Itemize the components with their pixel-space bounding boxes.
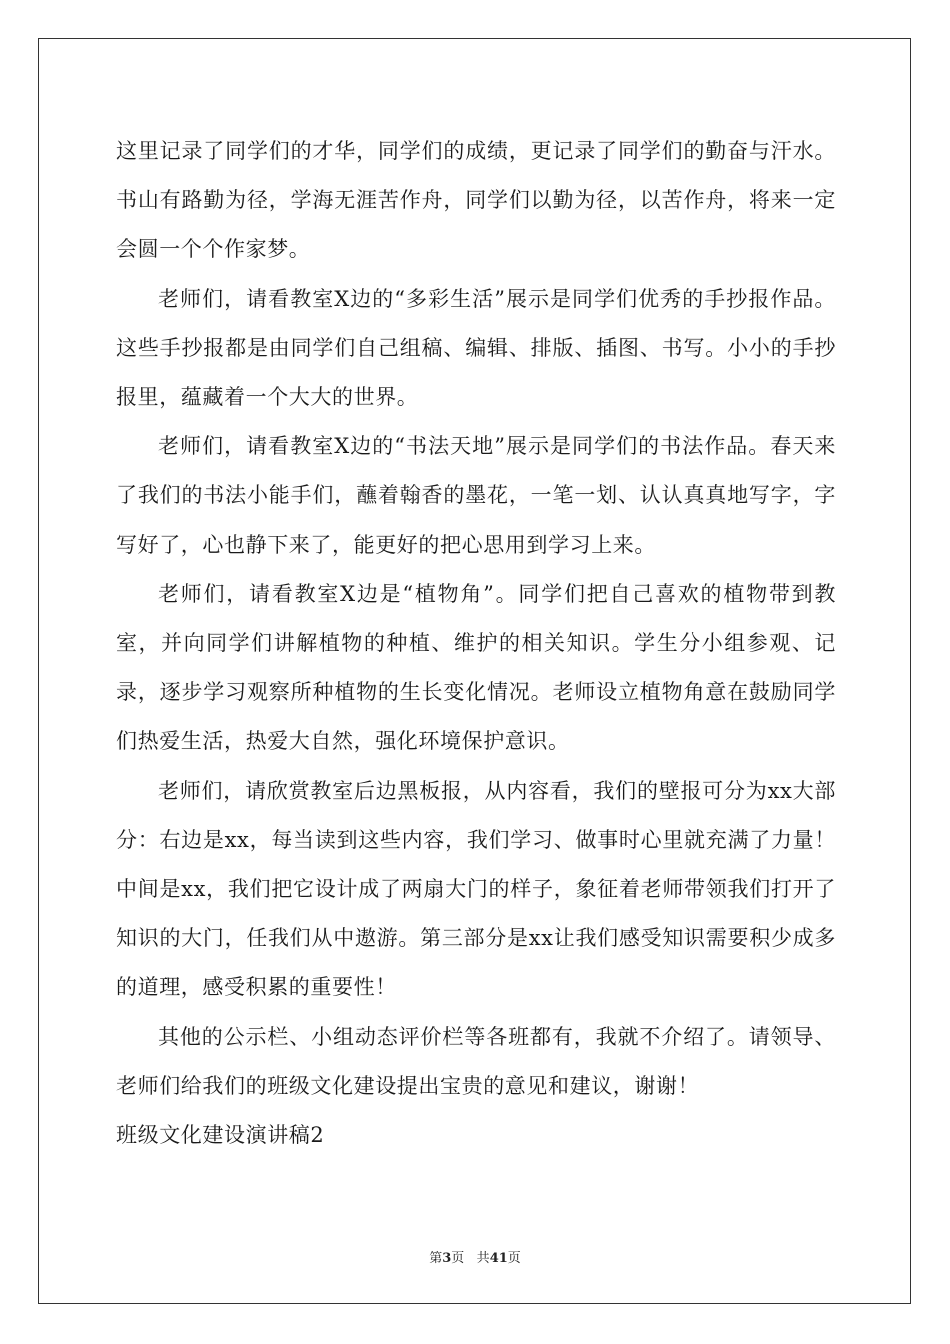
paragraph-3: 老师们，请看教室X边的“书法天地”展示是同学们的书法作品。春天来了我们的书法小能手们，蘸着翰香的墨花，一笔一划、认认真真地写字，字写好了，心也静下来了，能更好的把心思用到学习上来。 (116, 434, 836, 557)
paragraph-6: 其他的公示栏、小组动态评价栏等各班都有，我就不介绍了。请领导、老师们给我们的班级文化建设提出宝贵的意见和建议，谢谢！ (116, 1024, 836, 1098)
footer-total-prefix: 共 (476, 1251, 490, 1266)
paragraph-5: 老师们，请欣赏教室后边黑板报，从内容看，我们的壁报可分为xx大部分：右边是xx，每当读到这些内容，我们学习、做事时心里就充满了力量！中间是xx，我们把它设计成了两扇大门的样子，象征着老师带领我们打开了知识的大门，任我们从中遨游。第三部分是xx让我们感受知识需要积少成多的道理，感受积累的重要性！ (116, 778, 836, 1000)
section-heading: 班级文化建设演讲稿2 (116, 1123, 325, 1148)
page-footer (0, 1247, 950, 1266)
paragraph-2: 老师们，请看教室X边的“多彩生活”展示是同学们优秀的手抄报作品。这些手抄报都是由同学们自己组稿、编辑、排版、插图、书写。小小的手抄报里，蕴藏着一个大大的世界。 (116, 286, 836, 410)
total-page-count: 41 (489, 1251, 508, 1266)
current-page-number: 3 (442, 1251, 452, 1266)
paragraph-4: 老师们，请看教室X边是“植物角”。同学们把自己喜欢的植物带到教室，并向同学们讲解植物的种植、维护的相关知识。学生分小组参观、记录，逐步学习观察所种植物的生长变化情况。老师设立植物角意在鼓励同学们热爱生活，热爱大自然，强化环境保护意识。 (116, 581, 836, 754)
footer-page-suffix: 页 (451, 1251, 465, 1266)
footer-total-suffix: 页 (507, 1251, 521, 1266)
document-body (116, 127, 836, 1160)
footer-prefix: 第 (429, 1251, 443, 1266)
paragraph-1: 这里记录了同学们的才华，同学们的成绩，更记录了同学们的勤奋与汗水。书山有路勤为径，学海无涯苦作舟，同学们以勤为径，以苦作舟，将来一定会圆一个个作家梦。 (116, 139, 836, 262)
